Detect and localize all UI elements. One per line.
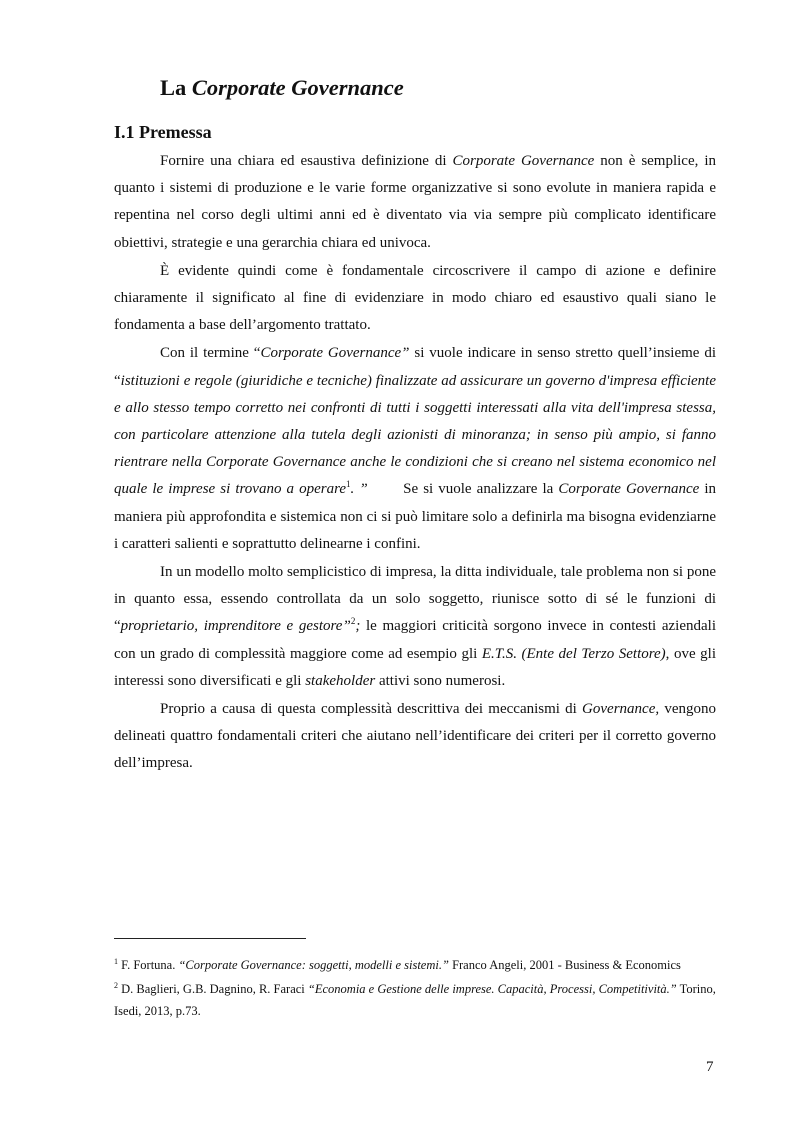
footnote-separator (114, 938, 306, 939)
footnotes (114, 954, 716, 1024)
text-run-italic: stakeholder (305, 672, 376, 689)
body-text (114, 148, 716, 778)
footnote-ref-1[interactable]: 1 (346, 479, 351, 490)
paragraph-3 (114, 340, 716, 558)
text-run-italic: E.T.S. (Ente del Terzo Settore) (481, 645, 666, 662)
quotation-italic: istituzioni e regole (giuridiche e tecniche) finalizzate ad assicurare un governo d'impresa efficiente e allo stesso tempo corretto nei confronti di tutti i soggetti interessati alla vita dell'impresa stessa, con particolare attenzione alla tutela degli azionisti di minoranza; in senso più ampio, si fanno rientrare nella Corporate Governance anche le condizioni che si creano nel sistema economico nel quale le imprese si trovano a operare (114, 372, 716, 498)
chapter-title-italic: Corporate Governance (191, 75, 404, 100)
text-run: Proprio a causa di questa complessità descrittiva dei meccanismi di (160, 701, 583, 718)
footnote-2 (114, 978, 716, 1022)
footnote-1 (114, 954, 716, 976)
section-title: I.1 Premessa (114, 122, 212, 142)
footnote-text: Torino, Isedi, 2013, p.73. (114, 982, 716, 1018)
paragraph-4 (114, 559, 716, 695)
text-run-italic: ; (355, 618, 361, 635)
footnote-number: 2 (114, 980, 118, 990)
footnote-title: “Economia e Gestione delle imprese. Capacità, Processi, Competitività.” (307, 982, 677, 996)
chapter-title (160, 74, 404, 102)
footnote-ref-2[interactable]: 2 (350, 616, 356, 627)
footnote-title: “Corporate Governance: soggetti, modelli e sistemi.” (178, 958, 449, 972)
page-number: 7 (706, 1059, 714, 1075)
text-run: In un modello molto semplicistico di impresa, la ditta individuale, tale problema non si pone in quanto essa, essendo controllata da un solo soggetto, riunisce sotto di sé le funzioni di “ (114, 564, 716, 635)
footnote-text: Franco Angeli, 2001 - Business & Economics (448, 958, 681, 972)
paragraph-2 (114, 258, 716, 340)
text-run: Se si vuole analizzare la (367, 481, 559, 498)
text-run-italic: Corporate Governance (452, 153, 595, 169)
paragraph-5 (114, 696, 716, 778)
quotation-italic: proprietario, imprenditore e gestore” (120, 618, 351, 635)
footnote-text: D. Baglieri, G.B. Dagnino, R. Faraci (118, 982, 308, 996)
text-run: vengono delineati quattro fondamentali criteri che aiutano nell’identificare dei criteri per il corretto governo dell’impresa. (114, 701, 716, 772)
text-run-italic: Governance, (582, 701, 660, 718)
footnote-number: 1 (114, 956, 118, 966)
text-run: attivi sono numerosi. (375, 672, 506, 689)
paragraph-1 (114, 148, 716, 257)
text-run: Fornire una chiara ed esaustiva definizione di (160, 153, 453, 169)
text-run: , ove gli interessi sono diversificati e gli (114, 645, 716, 689)
text-run-italic: Corporate Governance (558, 481, 700, 498)
footnote-text: F. Fortuna. (118, 958, 179, 972)
text-run-italic: Corporate Governance” (260, 345, 410, 362)
text-run: in maniera più approfondita e sistemica non ci si può limitare solo a definirla ma bisogna evidenziarne i caratteri salienti e soprattutto delinearne i confini. (114, 481, 716, 552)
text-run: Con il termine “ (160, 345, 261, 362)
chapter-title-plain: La (160, 75, 192, 100)
text-run: È evidente quindi come è fondamentale circoscrivere il campo di azione e definire chiaramente il significato al fine di evidenziare in modo chiaro ed esaustivo quali siano le fondamenta a base dell’argomento trattato. (114, 262, 716, 334)
text-run-italic: . ” (350, 481, 368, 498)
text-run: le maggiori criticità sorgono invece in contesti aziendali con un grado di complessità maggiore come ad esempio gli (114, 618, 716, 662)
text-run: non è semplice, in quanto i sistemi di produzione e le varie forme organizzative si sono evolute in maniera rapida e repentina nel corso degli ultimi anni ed è diventato via via sempre più complicato identificare obiettivi, strategie e una gerarchia chiara ed univoca. (114, 153, 717, 251)
text-run: si vuole indicare in senso stretto quell’insieme di “ (114, 345, 716, 389)
